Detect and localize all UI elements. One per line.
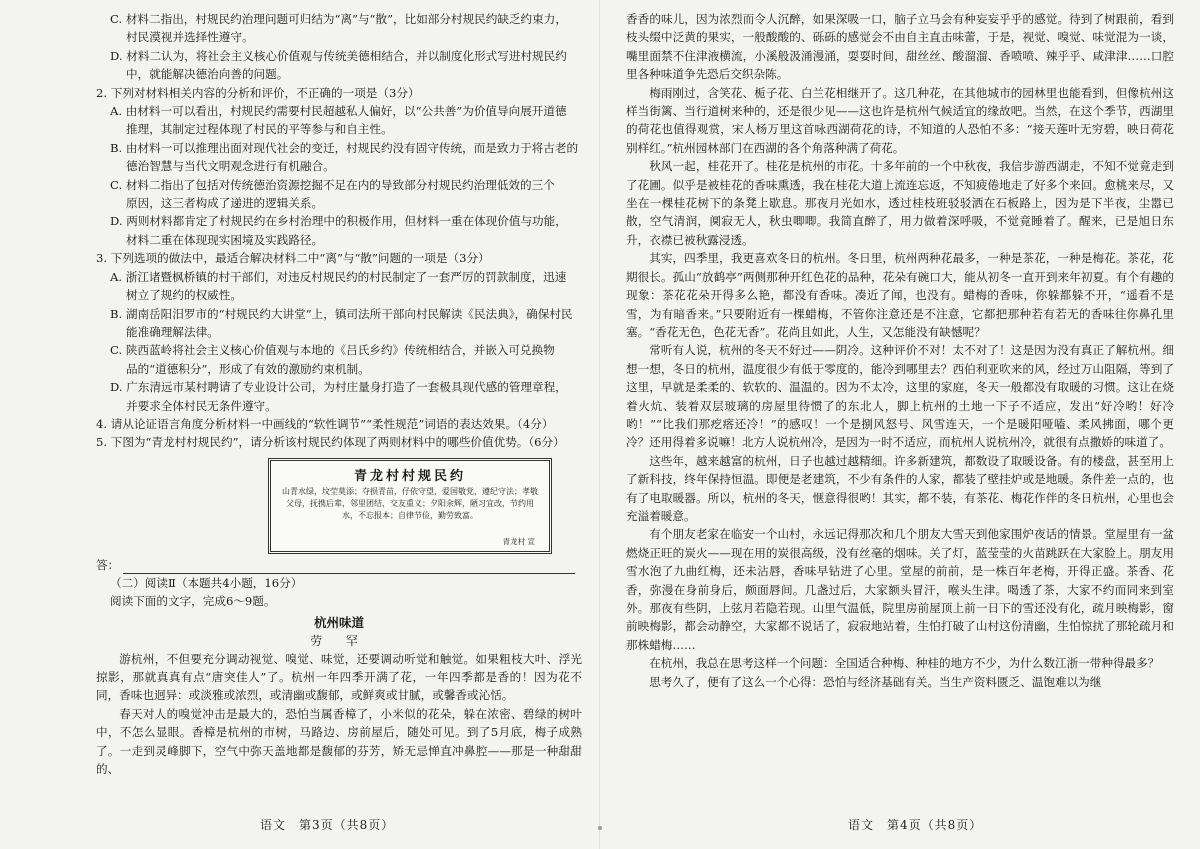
scan-mark [598, 826, 602, 830]
essay-paragraph: 这些年，越来越富的杭州，日子也越过越精细。许多新建筑，都数设了取暖设备。有的楼盘，甚至用上了新科技，终年保持恒温。即便是老建筑，不少有条件的人家，都装了壁挂炉或是地暖。条件差一点的，也有了电取暖器。所以，杭州的冬天，惬意得很哟！其实，都不装，有茶花、梅花作伴的冬日杭州，心里也会充溢着暖意。 [626, 453, 1174, 523]
essay-paragraph: 常听有人说，杭州的冬天不好过——阴冷。这种评价不对！太不对了！这是因为没有真正了解杭州。细想一想，冬日的杭州，温度很少有低于零度的，能冷到哪里去？西伯利亚吹来的风，经过万山阻隔，等到了这里，早就是柔柔的、软软的、温温的。因为不太冷，这里的家庭，冬天一般都没有取暖的习惯。这让在烧着火炕、装着双层玻璃的房屋里待惯了的东北人，脚上杭州的土地一下子不适应，发出“好冷哟！好冷哟！”“比我们那疙瘩还冷！”的感叹！一个是捌风怒号、风雪连天，一个是暖阳哑嗑、柔风拂面，哪个更冷？还用得着多说嘛！北方人说杭州冷，是因为一时不适应，而杭州人说杭州冷，就很有点撒娇的味道了。 [626, 343, 1174, 450]
essay-paragraph: 在杭州，我总在思考这样一个问题：全国适合种梅、种桂的地方不少，为什么数江浙一带种得最多？ [649, 656, 1160, 671]
poster-title: 青龙村村规民约 [353, 468, 466, 484]
option-3b: B. 湖南岳阳汨罗市的“村规民约大讲堂”上，镇司法所干部向村民解读《民法典》，确保村民 能准确理解法律。 [110, 306, 573, 339]
option-3c: C. 陕西蓝岭将社会主义核心价值观与本地的《吕氏乡约》传统相结合，并嵌入可兑换物 品的“道德积分”，形成了有效的激励约束机制。 [110, 343, 555, 376]
option-2a: A. 由材料一可以看出，村规民约需要村民超越私人偏好，以“公共善”为价值导向展开道德 推理，其制定过程体现了村民的平等参与和自主性。 [110, 104, 567, 137]
question-3: 3. 下列选项的做法中，最适合解决材料二中“离”与“散”问题的一项是（3分） [96, 251, 490, 266]
village-rules-poster [268, 458, 552, 554]
option-2b: B. 由材料一可以推理出面对现代社会的变迁，村规民约没有固守传统，而是致力于将古老的 德治智慧与当代文明观念进行有机融合。 [110, 140, 579, 174]
question-4: 4. 请从论证语言角度分析材料一中画线的“软性调节”“柔性规范”词语的表达效果。（4分） [96, 416, 554, 431]
option-1c: C. 材料二指出，村规民约治理问题可归结为“离”与“散”，比如部分村规民约缺乏约束力， 村民漠视并选择性遵守。 [110, 12, 567, 45]
option-2d: D. 两则材料都肯定了村规民约在乡村治理中的积极作用，但材料一重在体现价值与功能， 材料二重在体现现实困境及实践路径。 [110, 214, 567, 247]
option-2c: C. 材料二指出了包括对传统德治资源挖掘不足在内的导致部分村规民约治理低效的三个 原因，这三者构成了递进的逻辑关系。 [110, 177, 555, 211]
essay-title: 杭州味道 [313, 614, 364, 630]
option-1d: D. 材料二认为，将社会主义核心价值观与传统美德相结合，并以制度化形式写进村规民约 中，就能解决德治向善的问题。 [110, 48, 567, 82]
section-instruction: 阅读下面的文字，完成6～9题。 [110, 594, 276, 609]
option-3d: D. 广东清远市某村聘请了专业设计公司，为村庄量身打造了一套极具现代感的管理章程， 并要求全体村民无条件遵守。 [110, 380, 567, 413]
page-4 [600, 0, 1200, 849]
essay-paragraph: 其实，四季里，我更喜欢冬日的杭州。冬日里，杭州两种花最多，一种是茶花，一种是梅花。茶花，花期很长。孤山“放鹤亭”两侧那种开红色花的品种，花朵有碗口大，能从初冬一直开到来年初夏。有个有趣的现象：茶花花朵开得多么艳，都没有香味。凑近了闻，也没有。蜡梅的香味，你躲都躲不开，“遥看不是雪，为有暗香来。”只要附近有一棵蜡梅，不管你注意还是不注意，它都把那种若有若无的香味往你鼻孔里塞。“香花无色，色花无香”。花尚且如此，人生，又怎能没有缺憾呢？ [626, 251, 1174, 339]
question-5: 5. 下图为“青龙村村规民约”，请分析该村规民约体现了两则材料中的哪些价值优势。（6分） [96, 435, 565, 450]
essay-paragraph: 香香的味儿，因为浓烈而令人沉醉，如果深吸一口，脑子立马会有种妄妄乎乎的感觉。待到了树跟前，看到枝头缀中泛黄的果实，一般酸酸的、砾砾的感觉会不由自主直击味蕾，于是，视觉、嗅觉、味觉混为一谈，嘴里面禁不住津液横流，小溪般汲涌漫涌，耍耍时间，甜丝丝、酸溜溜、香喷喷、辣乎乎、咸津津……口腔里各种味道争先恐后交织杂陈。 [626, 12, 1174, 82]
page-footer: 语文 第3页（共8页） [260, 818, 395, 832]
answer-line [96, 556, 582, 574]
poster-signature: 青龙村 宣 [502, 536, 535, 546]
essay-paragraph: 思考久了，便有了这么一个心得：恐怕与经济基础有关。当生产资料匮乏、温饱难以为继 [649, 674, 1102, 689]
option-3a: A. 浙江诸暨枫桥镇的村干部们，对违反村规民约的村民制定了一套严厉的罚款制度，迅速 树立了规约的权威性。 [110, 269, 567, 303]
poster-body: 山青水绿，坟茔莫添；夺损青苗，仔依守望，爱国敬党，遵纪守法；孝敬父母，抚携后辈，邻里团结，交友重义；夕阳余辉，陋习宜改，节约用水，不忘报本；自律节俭，勤劳致富。 [282, 486, 538, 520]
essay-paragraph: 梅雨刚过，含笑花、栀子花、白兰花相继开了。这几种花，在其他城市的园林里也能看到，但像杭州这样当街篱、当行道树来种的，还是很少见——这也许是杭州气候适宜的缘故吧。当然，在这个季节，西湖里的荷花也值得观赏，宋人杨万里这首咏西湖荷花的诗，不知道的人恐怕不多：“接天莲叶无穷碧，映日荷花别样红。”杭州园林部门在西湖的各个角落种满了荷花。 [626, 85, 1174, 155]
essay-author: 劳 罕 [310, 633, 368, 648]
page-footer: 语文 第4页（共8页） [848, 818, 983, 832]
section-heading: （二）阅读Ⅱ（本题共4小题，16分） [110, 575, 303, 590]
essay-paragraph: 秋风一起，桂花开了。桂花是杭州的市花。十多年前的一个中秋夜，我信步游西湖走，不知不觉竟走到了花圃。似乎是被桂花的香味熏透，我在桂花大道上流连忘返，不知疲倦地走了好多个来回。愈桃来尽，又坐在一棵桂花树下的条凳上歇息。那夜月光如水，透过桂枝班驳驳洒在石板路上，因为是下半夜，尘嚣已散，空气清润，阒寂无人，秋虫唧唧。我简直醉了，用力做着深呼吸，不觉竟睡着了。醒来，已是旭日东升，衣襟已被秋露浸透。 [626, 159, 1174, 247]
essay-paragraph: 春天对人的嗅觉冲击是最大的，恐怕当属香樟了，小米似的花朵，躲在浓密、碧绿的树叶中，不怎么显眼。香樟是杭州的市树，马路边、房前屋后，随处可见。到了5月底，梅子成熟了。一走到灵峰脚下，空气中弥天盖地都是馥郁的芬芳，矫无忌惮直冲鼻腔——那是一种甜甜的、 [96, 706, 582, 776]
essay-paragraph: 有个朋友老家在临安一个山村，永远记得那次和几个朋友大雪天到他家围炉夜话的情景。堂屋里有一盆燃烧正旺的炭火——现在用的炭很高级，没有丝毫的烟味。关了灯，蓝莹莹的火苗跳跃在大家脸上。朋友用雪水泡了九曲红梅，还未沾唇，香味早钻进了心里。堂屋的前前，是一株百年老梅，开得正盛。茶香、花香，弥漫在身前身后，颇面唇间。几盏过后，大家额头冒汗，喉头生津。喝透了茶，大家不约而同来到室外。那夜有些阴，上弦月若隐若现。山里气温低，院里房前屋顶上前一日下的雪还没有化，疏月映梅影，窗前映梅影，都会动静空，大家都不说话了，寂寂地站着，生怕打破了山村这份清幽，生怕惊扰了那轮疏月和那株蜡梅…… [626, 527, 1174, 652]
question-2: 2. 下列对材料相关内容的分析和评价，不正确的一项是（3分） [96, 85, 420, 100]
answer-label: 答： [96, 557, 120, 572]
essay-paragraph: 游杭州，不但要充分调动视觉、嗅觉、味觉，还要调动听觉和触觉。如果粗枝大叶、浮光掠影，那就真真有点“唐突佳人”了。杭州一年四季开满了花，一年四季都是香的！因为花不同，香味也迥异：或淡雅或浓烈，或清幽或馥郁，或鲜爽或甘腻，或馨香或沁恬。 [96, 651, 582, 703]
